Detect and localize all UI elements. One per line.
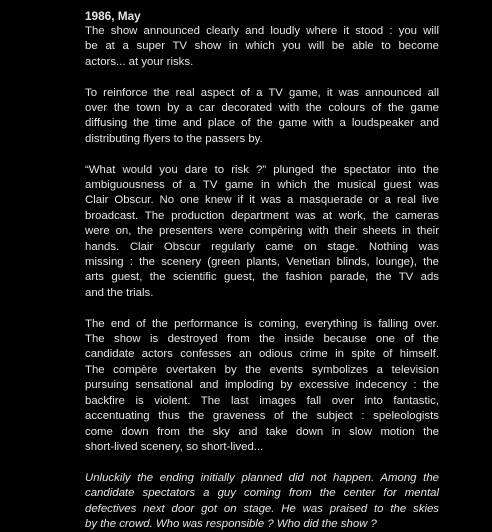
text-line: backfire is violent. The last images fall over into fantastic,	[85, 394, 439, 407]
paragraph-p5	[85, 471, 439, 532]
text-line: accentuating thus the graveness of the subject : speleologists	[85, 410, 439, 423]
text-line: pursuing sensational and imploding by excessive indecency : the	[85, 379, 439, 392]
text-line: broadcast. The production department was at work, the cameras	[85, 209, 439, 222]
text-line: Unluckily the ending initially planned did not happen. Among the	[85, 471, 439, 484]
text-line: The show announced clearly and loudly where it stood : you will	[85, 25, 439, 37]
text-line: Clair Obscur. No one knew if it was a masquerade or a real live	[85, 194, 439, 207]
paragraph-p4	[85, 317, 439, 456]
text-line: be at a super TV show in which you will be able to become	[85, 40, 439, 53]
text-line: defectives next door got on stage. He was praised to the skies	[85, 502, 439, 515]
text-line: actors... at your risks.	[85, 55, 194, 68]
text-line: come down from the sky and take down in slow motion the	[85, 425, 439, 438]
paragraph-p1	[85, 24, 439, 70]
paragraph-gap	[85, 301, 439, 316]
text-line: were on, the presenters were compèring with their sheets in their	[85, 225, 439, 238]
paragraph-gap	[85, 70, 439, 85]
paragraph-gap	[85, 147, 439, 162]
text-line: distributing flyers to the passers by.	[85, 132, 263, 145]
text-line: diffusing the time and place of the game with a loudspeaker and	[85, 117, 439, 130]
paragraph-gap	[85, 455, 439, 470]
text-line: hands. Clair Obscur regularly came on stage. Nothing was	[85, 240, 439, 253]
text-line: short-lived scenery, so short-lived...	[85, 440, 264, 453]
text-line: missing : the scenery (green plants, Venetian blinds, lounge), the	[85, 256, 439, 269]
paragraphs	[85, 24, 439, 532]
text-line: The compère overtaken by the events symbolizes a television	[85, 363, 439, 376]
text-line: by the crowd. Who was responsible ? Who did the show ?	[85, 517, 377, 530]
paragraph-p3	[85, 163, 439, 302]
text-line: candidate spectators a guy coming from the center for mental	[85, 487, 439, 500]
text-line: over the town by a car decorated with the colours of the game	[85, 102, 439, 115]
text-line: The end of the performance is coming, everything is falling over.	[85, 317, 439, 330]
text-line: and the trials.	[85, 286, 154, 299]
text-line: The show is destroyed from the inside because one of the	[85, 333, 439, 346]
text-line: arts guest, the scientific guest, the fashion parade, the TV ads	[85, 271, 439, 284]
document-body	[85, 9, 439, 532]
text-line: ambiguousness of a TV game in which the musical guest was	[85, 179, 439, 192]
text-line: “What would you dare to risk ?” plunged the spectator into the	[85, 163, 439, 176]
text-line: candidate actors confesses an odious crime in spite of himself.	[85, 348, 439, 361]
text-line: To reinforce the real aspect of a TV game, it was announced all	[85, 86, 439, 99]
date-heading: 1986, May	[85, 9, 141, 23]
paragraph-p2	[85, 86, 439, 148]
